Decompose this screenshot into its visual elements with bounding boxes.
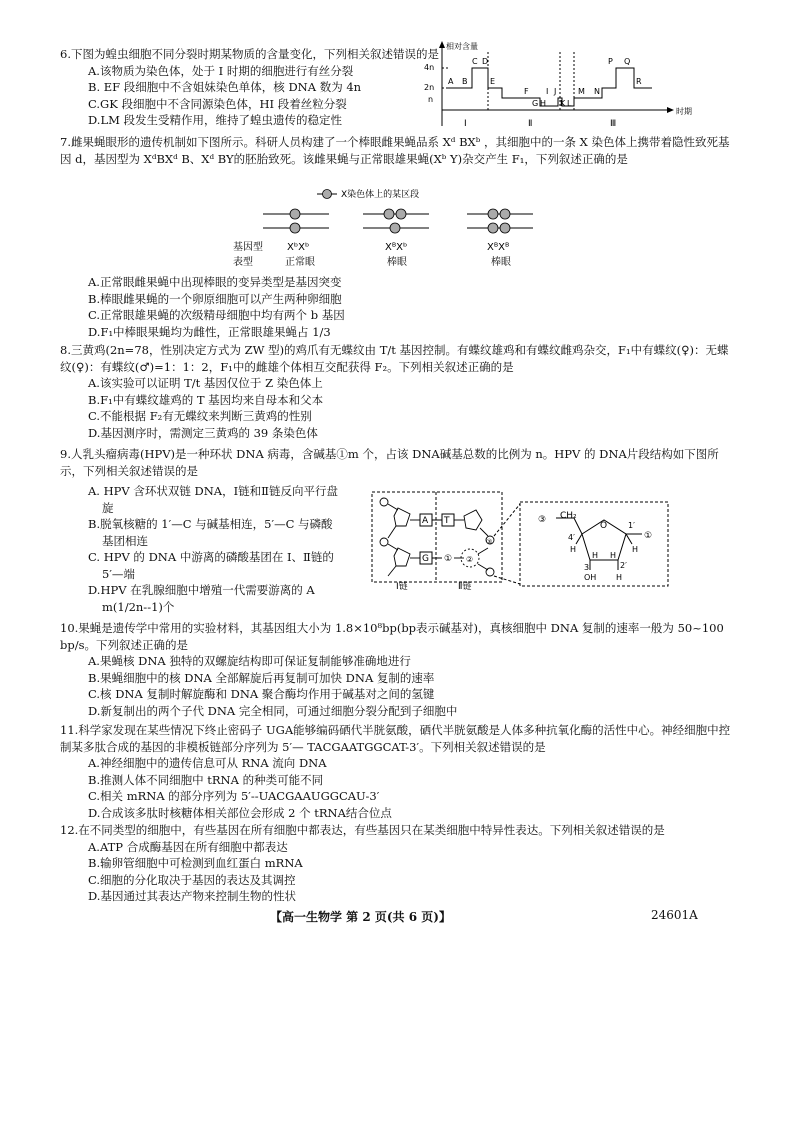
question-6-option-a: A.该物质为染色体，处于 Ⅰ 时期的细胞进行有丝分裂 [88,63,354,78]
question-7-option-c: C.正常眼雄果蝇的次级精母细胞中均有两个 b 基因 [88,308,345,322]
question-9-option-c: C. HPV 的 DNA 中游离的磷酸基团在 Ⅰ、Ⅱ链的 [88,550,334,564]
question-6-stem: 6.下图为蝗虫细胞不同分裂时期某物质的含量变化，下列相关叙述错误的是 [60,47,439,61]
point-q: Q [624,57,631,66]
point-b: B [462,77,468,86]
sugar-label-4prime: 4′ [568,533,575,542]
sugar-label-h-2: H [632,545,639,554]
sugar-label-1prime: 1′ [628,521,635,530]
chromosome-pair-1 [263,209,329,233]
question-12-option-b: B.输卵管细胞中可检测到血红蛋白 mRNA [88,856,303,870]
question-9-figure [370,488,670,590]
sugar-label-o: O [600,521,608,531]
dna-fragment-frame [372,492,502,582]
question-11 [60,722,735,821]
point-c: C [472,57,478,66]
point-n: N [594,87,600,96]
question-7-figure [225,186,565,270]
point-e: E [490,77,496,86]
point-r: R [636,77,642,86]
question-11-stem: 11.科学家发现在某些情况下终止密码子 UGA能够编码硒代半胱氨酸，硒代半胱氨酸是人体多种抗氧化酶的活性中心。神经细胞中控制某多肽合成的基因的非模板链部分序列为 5′— TACGAATGGCAT-3′。下列相关叙述错误的是 [60,723,731,754]
question-6-option-b: B. EF 段细胞中不含姐妹染色单体，核 DNA 数为 4n [88,80,362,94]
point-f: F [524,87,529,96]
phenotype-3: 棒眼 [491,257,511,268]
question-7-options [60,274,345,340]
point-g: G [532,99,539,108]
y-axis-label: 相对含量 [446,42,478,51]
circled-label-3: ③ [486,538,493,546]
question-12-option-d: D.基因通过其表达产物来控制生物的性状 [88,889,296,903]
question-8-option-d: D.基因测序时，需测定三黄鸡的 39 条染色体 [88,425,318,440]
phase-1-label: Ⅰ [464,119,467,129]
question-6-option-d: D.LM 段发生受精作用，维持了蝗虫遗传的稳定性 [88,113,343,127]
strand-2-label: Ⅱ链 [458,582,472,590]
point-j: J [554,87,557,96]
sugar-label-oh: OH [584,573,597,582]
base-t: T [444,516,450,526]
question-8-option-b: B.F₁中有蝶纹雄鸡的 T 基因均来自母本和父本 [88,392,324,407]
zoom-line-bottom [494,576,520,584]
question-9-option-d: D.HPV 在乳腺细胞中增殖一代需要游离的 A [88,583,315,597]
question-6-figure [420,40,705,136]
question-12-option-c: C.细胞的分化取决于基因的表达及其调控 [88,872,296,887]
question-9-option-a-cont: 旋 [102,500,114,515]
question-11-option-d: D.合成该多肽时核糖体相关部位会形成 2 个 tRNA结合位点 [88,805,392,820]
chromosome-pair-2 [363,209,429,233]
question-11-option-a: A.神经细胞中的遗传信息可从 RNA 流向 DNA [88,756,327,770]
legend-region-dot [323,190,332,199]
question-7-stem: 7.雌果蝇眼形的遗传机制如下图所示。科研人员构建了一个棒眼雌果蝇品系 Xᵈ BXᵇ ，其细胞中的一条 X 染色体上携带着隐性致死基因 d，基因型为 XᵈBXᵈ B、Xᵈ BY的胚胎致死。该雌果蝇与正常眼雄果蝇(Xᵇ Y)杂交产生 F₁，下列叙述正确的是 [60,135,730,166]
phase-2-label: Ⅱ [528,119,533,129]
question-7 [60,134,735,167]
question-9-option-a: A. HPV 含环状双链 DNA，Ⅰ链和Ⅱ链反向平行盘 [88,484,338,498]
question-9-option-c-cont: 5′—端 [102,566,135,581]
genotype-row-label: 基因型 [233,242,263,253]
exam-code: 24601A [651,908,698,922]
y-axis-arrow [439,41,445,48]
sugar-label-1: ① [644,531,653,541]
question-6-option-c: C.GK 段细胞中不含同源染色体，HI 段着丝粒分裂 [88,96,347,111]
sugar-label-3: ③ [538,515,547,525]
question-10-option-b: B.果蝇细胞中的核 DNA 全部解旋后再复制可加快 DNA 复制的速率 [88,670,435,685]
chromosome-diagram [225,186,565,270]
phenotype-row-label: 表型 [233,257,253,268]
question-8-option-c: C.不能根据 F₂有无蝶纹来判断三黄鸡的性别 [88,409,312,423]
page-number: 【高一生物学 第 2 页(共 6 页)】 [270,910,451,924]
sugar-label-h-3: H [592,551,599,560]
point-m: M [578,87,585,96]
genotype-3: XᴮXᴮ [487,242,510,253]
content-change-chart [420,40,705,136]
question-8 [60,342,735,441]
question-6 [60,46,439,129]
content-curve [446,68,652,106]
point-p: P [608,57,613,66]
dna-structure-diagram [370,488,670,590]
question-8-option-a: A.该实验可以证明 T/t 基因仅位于 Z 染色体上 [88,376,323,390]
question-10-option-c: C.核 DNA 复制时解旋酶和 DNA 聚合酶均作用于碱基对之间的氢键 [88,687,435,701]
circled-label-2: ② [466,555,474,564]
x-axis-arrow [667,107,674,113]
point-d: D [482,57,489,66]
question-9-option-d-cont: m(1/2n--1)个 [102,599,175,614]
question-8-stem: 8.三黄鸡(2n=78，性别决定方式为 ZW 型)的鸡爪有无蝶纹由 T/t 基因控制。有蝶纹雄鸡和有蝶纹雌鸡杂交，F₁中有蝶纹(♀)：无蝶纹(♀)：有蝶纹(♂)=1：1：2，F₁中的雌雄个体相互交配获得 F₂。下列相关叙述正确的是 [60,343,729,374]
legend-text: X染色体上的某区段 [341,190,420,200]
question-11-option-b: B.推测人体不同细胞中 tRNA 的种类可能不同 [88,772,324,787]
phase-3-label: Ⅲ [610,119,617,129]
y-tick-2n: 2n [424,83,435,92]
question-10 [60,620,735,719]
question-7-option-d: D.F₁中棒眼果蝇均为雌性，正常眼雄果蝇占 1/3 [88,324,331,339]
point-k: K [560,99,566,108]
y-tick-4n: 4n [424,63,435,72]
sugar-label-ch2: CH₂ [560,511,577,521]
point-i: I [546,87,549,96]
zoom-line-top [494,504,520,536]
question-7-option-a: A.正常眼雌果蝇中出现棒眼的变异类型是基因突变 [88,275,342,289]
sugar-label-h-1: H [570,545,577,554]
question-11-option-c: C.相关 mRNA 的部分序列为 5′--UACGAAUGGCAU-3′ [88,789,380,803]
question-9-options [60,483,380,615]
sugar-label-h-5: H [616,573,623,582]
question-10-option-a: A.果蝇核 DNA 独特的双螺旋结构即可保证复制能够准确地进行 [88,654,411,668]
question-9 [60,446,735,479]
point-l: L [567,99,572,108]
point-h: H [540,99,547,108]
question-12-option-a: A.ATP 合成酶基因在所有细胞中都表达 [88,839,288,854]
strand-1-backbone [380,498,420,576]
sugar-label-h-4: H [610,551,617,560]
phenotype-1: 正常眼 [285,257,315,268]
question-10-stem: 10.果蝇是遗传学中常用的实验材料，其基因组大小为 1.8×10⁸bp(bp表示碱基对)，真核细胞中 DNA 复制的速率一般为 50~100 bp/s。下列叙述正确的是 [60,621,724,652]
question-7-option-b: B.棒眼雌果蝇的一个卵原细胞可以产生两种卵细胞 [88,291,342,306]
y-tick-n: n [428,95,434,104]
base-1: ① [444,554,453,564]
question-9-stem: 9.人乳头瘤病毒(HPV)是一种环状 DNA 病毒，含碱基①m 个，占该 DNA碱基总数的比例为 n。HPV 的 DNA片段结构如下图所示，下列相关叙述错误的是 [60,447,719,478]
point-a: A [448,77,454,86]
question-9-option-b: B.脱氧核糖的 1′—C 与碱基相连，5′—C 与磷酸 [88,517,333,531]
question-12 [60,822,735,905]
chromosome-pair-3 [467,209,533,233]
base-a: A [422,516,429,526]
strand-1-label: Ⅰ链 [396,582,408,590]
question-12-stem: 12.在不同类型的细胞中，有些基因在所有细胞中都表达，有些基因只在某类细胞中特异性表达。下列相关叙述错误的是 [60,823,665,837]
genotype-2: XᴮXᵇ [385,242,408,253]
question-9-option-b-cont: 基团相连 [102,533,148,548]
question-10-option-d: D.新复制出的两个子代 DNA 完全相同，可通过细胞分裂分配到子细胞中 [88,703,458,718]
base-g: G [422,554,429,564]
sugar-label-3prime: 3 [584,563,590,572]
x-axis-label: 时期 [676,107,692,116]
sugar-label-2prime: 2′ [620,561,627,570]
genotype-1: XᵇXᵇ [287,242,310,253]
phenotype-2: 棒眼 [387,257,407,268]
